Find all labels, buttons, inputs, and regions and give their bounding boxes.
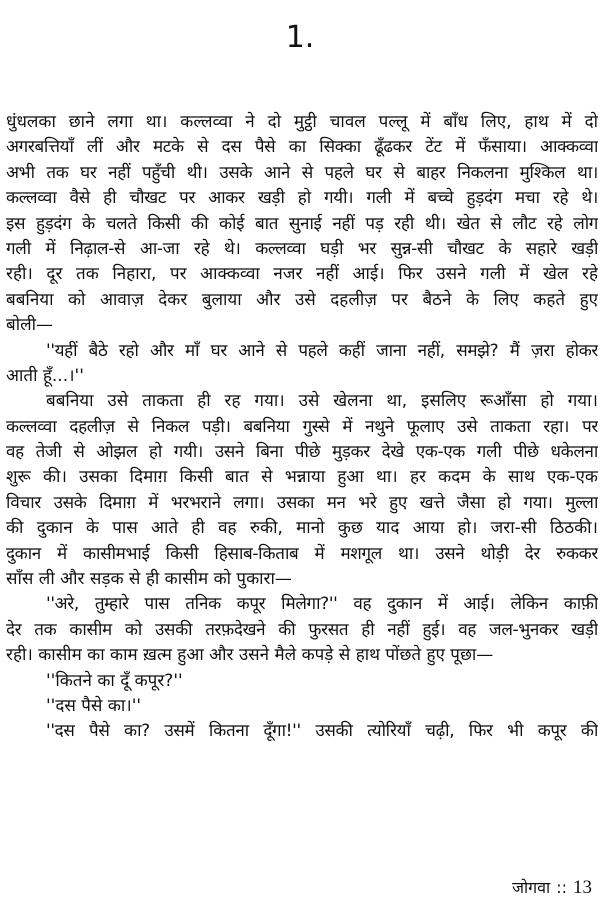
text-line: आती हूँ...।'' [6,365,84,386]
dialogue-line: ''दस पैसे का।'' [46,695,142,716]
dialogue-line: ''अरे, तुम्हारे पास तनिक कपूर मिलेगा?'' वह दुकान में आई। लेकिन काफ़ी [46,594,598,615]
dialogue-line: ''कितने का दूँ कपूर?'' [46,670,183,691]
text-line: दुकान में कासीमभाई किसी हिसाब-किताब में मशगूल था। उसने थोड़ी देर रुककर [6,543,598,564]
dialogue-line: ''दस पैसे का? उसमें कितना दूँगा!'' उसकी त्योरियाँ चढ़ी, फिर भी कपूर की [46,721,598,742]
dialogue-line: ''यहीं बैठे रहो और माँ घर आने से पहले कहीं जाना नहीं, समझे? मैं ज़रा होकर [46,340,598,361]
chapter-number: 1. [285,20,315,55]
page-number: 13 [573,877,592,898]
chapter-body [6,110,598,745]
footer-separator: :: [556,878,567,897]
text-line: बबनिया को आवाज़ देकर बुलाया और उसे दहलीज़ पर बैठने के लिए कहते हुए [6,289,598,310]
text-line: विचार उसके दिमाग़ में भरभराने लगा। उसका मन भरे हुए खत्ते जैसा हो गया। मुल्ला [6,492,598,513]
text-line: रही। कासीम का काम ख़त्म हुआ और उसने मैले कपड़े से हाथ पोंछते हुए पूछा— [6,645,494,666]
text-line: रही। दूर तक निहारा, पर आक्कव्वा नजर नहीं आई। फिर उसने गली में खेल रहे [6,264,598,285]
paragraph-start-line: बबनिया उसे ताकता ही रह गया। उसे खेलना था, इसलिए रूआँसा हो गया। [46,391,598,412]
text-line: वह तेजी से ओझल हो गयी। उसने बिना पीछे मुड़कर देखे एक-एक गली पीछे धकेलना [6,442,598,463]
text-line: शुरू की। उसका दिमाग़ किसी बात से भन्नाया हुआ था। हर कदम के साथ एक-एक [6,467,598,488]
text-line: की दुकान के पास आते ही वह रुकी, मानो कुछ याद आया हो। जरा-सी ठिठकी। [6,518,598,539]
text-line: कल्लव्वा वैसे ही चौखट पर आकर खड़ी हो गयी। गली में बच्चे हुड़दंग मचा रहे थे। [6,188,598,209]
text-line: देर तक कासीम को उसकी तरफ़देखने की फुरसत ही नहीं हुई। वह जल-भुनकर खड़ी [6,619,598,640]
text-line: कल्लव्वा दहलीज़ से निकल पड़ी। बबनिया गुस्से में नथुने फूलाए उसे ताकता रहा। पर [6,416,598,437]
text-line: अभी तक घर नहीं पहुँची थी। उसके आने से पहले घर से बाहर निकलना मुश्किल था। [6,162,598,183]
text-line: धुंधलका छाने लगा था। कल्लव्वा ने दो मुट्ठी चावल पल्लू में बाँध लिए, हाथ में दो [6,112,598,132]
text-line: बोली— [6,315,54,336]
text-line: अगरबत्तियाँ लीं और मटके से दस पैसे का सिक्का ढूँढकर टेंट में फँसाया। आक्कव्वा [6,137,598,158]
page-footer [512,877,592,899]
book-title: जोगवा [512,878,551,897]
text-line: साँस ली और सड़क से ही कासीम को पुकारा— [6,569,292,590]
text-line: गली में निढ़ाल-से आ-जा रहे थे। कल्लव्वा घड़ी भर सुन्न-सी चौखट के सहारे खड़ी [6,238,598,259]
text-line: इस हुड़दंग के चलते किसी की कोई बात सुनाई नहीं पड़ रही थी। खेत से लौट रहे लोग [6,213,598,234]
